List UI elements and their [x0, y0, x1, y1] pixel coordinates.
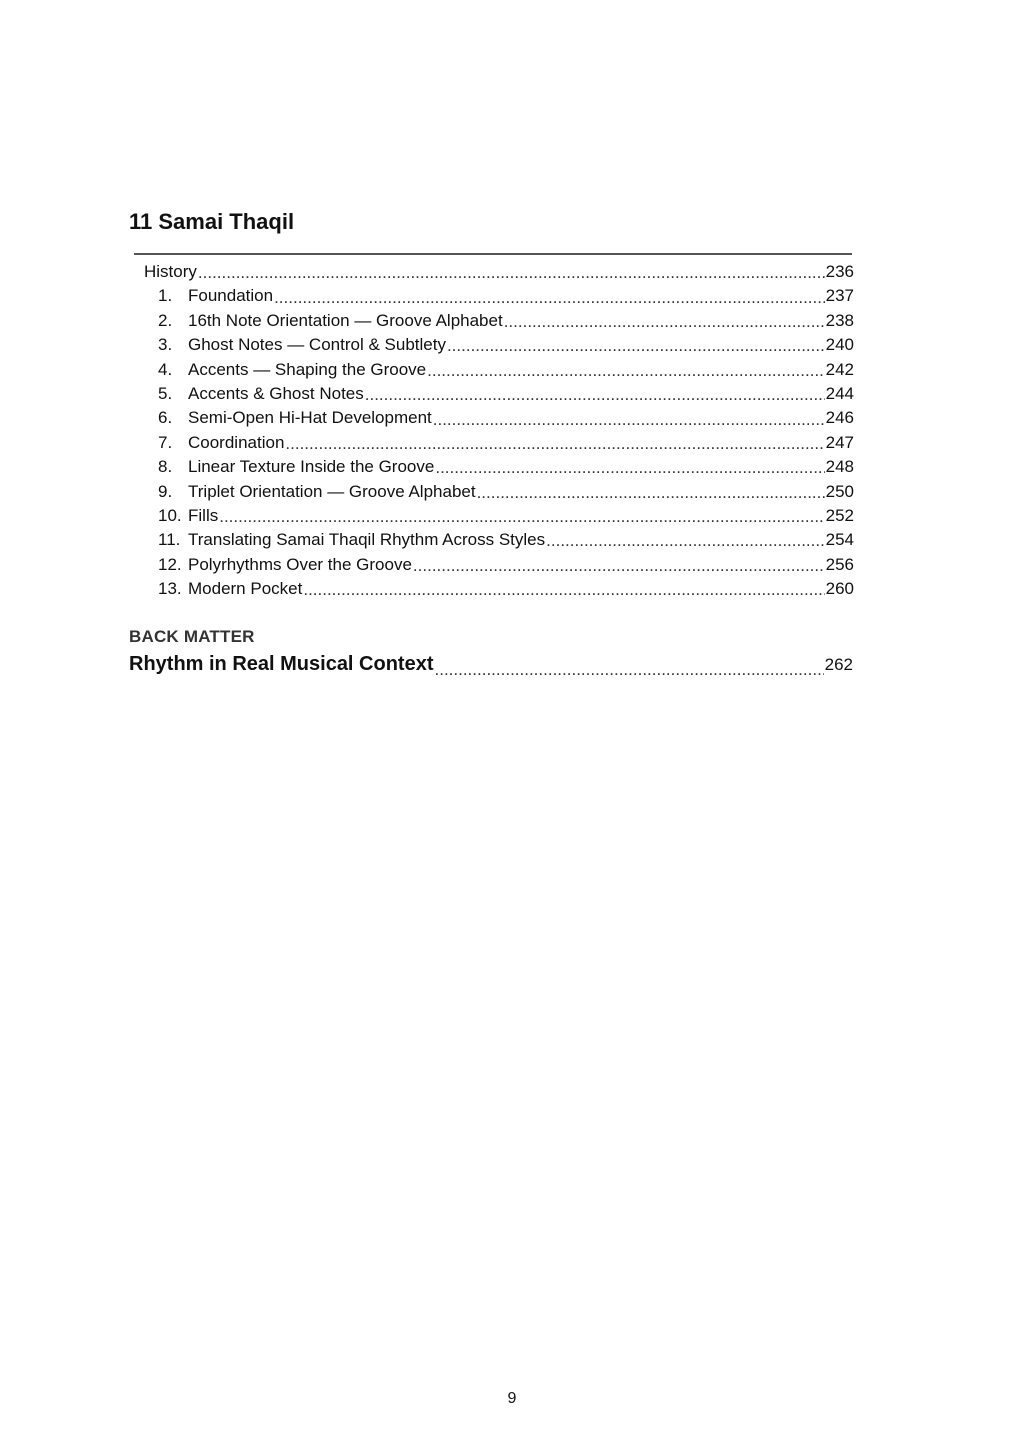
toc-entry-label: Accents & Ghost Notes: [188, 383, 364, 403]
toc-entry[interactable]: [158, 480, 854, 504]
toc-entry-label: History: [144, 262, 197, 281]
toc-entry[interactable]: [158, 553, 854, 577]
toc-entry-number: 7.: [158, 432, 173, 452]
toc-entry-page: 250: [825, 481, 854, 501]
chapter-divider: [134, 253, 852, 255]
toc-entry-page: 246: [825, 408, 854, 428]
toc-entry[interactable]: [158, 284, 854, 308]
toc-entry-page: 247: [825, 432, 854, 452]
toc-entry-number: 2.: [158, 310, 173, 330]
toc-entry-history[interactable]: [144, 260, 854, 284]
toc-entry-number: 8.: [158, 457, 173, 477]
toc-entry-label: Polyrhythms Over the Groove: [188, 554, 412, 574]
toc-entry[interactable]: [158, 333, 854, 357]
toc-entry-number: 6.: [158, 408, 173, 428]
dot-leader: [413, 558, 825, 572]
toc-entry-label: Ghost Notes — Control & Subtlety: [188, 335, 446, 355]
chapter-title: 11 Samai Thaqil: [129, 209, 295, 234]
back-matter-entry-page: 262: [824, 655, 853, 674]
toc-entry[interactable]: [158, 431, 854, 455]
toc-entry-label: 16th Note Orientation — Groove Alphabet: [188, 310, 503, 330]
dot-leader: [365, 387, 825, 401]
dot-leader: [477, 485, 825, 499]
table-of-contents: [0, 260, 1024, 601]
toc-entry-label: Modern Pocket: [188, 579, 303, 599]
toc-entry[interactable]: [158, 382, 854, 406]
toc-entry-page: 256: [825, 554, 854, 574]
toc-entry-number: 1.: [158, 286, 173, 306]
dot-leader: [274, 290, 825, 304]
toc-entry[interactable]: [158, 528, 854, 552]
toc-entry[interactable]: [158, 309, 854, 333]
toc-entry-label: Linear Texture Inside the Groove: [188, 457, 435, 477]
toc-entry[interactable]: [158, 406, 854, 430]
toc-entry-page: 260: [825, 579, 854, 599]
toc-entry-number: 3.: [158, 335, 173, 355]
dot-leader: [546, 533, 824, 547]
toc-entry-label: Triplet Orientation — Groove Alphabet: [188, 481, 476, 501]
toc-entry[interactable]: [158, 504, 854, 528]
toc-entry-page: 238: [825, 310, 854, 330]
dot-leader: [435, 662, 824, 676]
page-number: 9: [507, 1390, 517, 1407]
toc-entry-label: Translating Samai Thaqil Rhythm Across Styles: [188, 530, 546, 550]
dot-leader: [447, 338, 825, 352]
toc-entry[interactable]: [158, 577, 854, 601]
back-matter-heading: BACK MATTER: [129, 627, 255, 646]
toc-entry-page: 248: [825, 457, 854, 477]
toc-entry-page: 242: [825, 359, 854, 379]
toc-entry-label: Foundation: [188, 286, 274, 306]
toc-entry-number: 4.: [158, 359, 173, 379]
toc-entry-page: 237: [825, 286, 854, 306]
toc-entry-number: 13.: [158, 579, 182, 599]
dot-leader: [435, 460, 824, 474]
dot-leader: [198, 265, 825, 279]
toc-entry-label: Fills: [188, 505, 219, 525]
dot-leader: [427, 363, 824, 377]
toc-entry-label: Semi-Open Hi-Hat Development: [188, 408, 432, 428]
toc-entry[interactable]: [158, 358, 854, 382]
toc-entry-number: 12.: [158, 554, 182, 574]
toc-entry-page: 240: [825, 335, 854, 355]
dot-leader: [433, 412, 825, 426]
toc-entry-page: 244: [825, 383, 854, 403]
toc-entry-label: Coordination: [188, 432, 285, 452]
toc-entry[interactable]: [158, 455, 854, 479]
toc-entry-label: Accents — Shaping the Groove: [188, 359, 427, 379]
back-matter-entry-label: Rhythm in Real Musical Context: [129, 653, 434, 675]
dot-leader: [285, 436, 824, 450]
back-matter-entry[interactable]: [129, 650, 853, 678]
toc-entry-number: 10.: [158, 505, 182, 525]
toc-entry-page: 252: [825, 505, 854, 525]
dot-leader: [504, 314, 825, 328]
toc-entry-number: 5.: [158, 383, 173, 403]
toc-entry-number: 9.: [158, 481, 173, 501]
toc-entry-page: 254: [825, 530, 854, 550]
toc-entry-page: 236: [825, 262, 854, 281]
dot-leader: [219, 509, 824, 523]
dot-leader: [303, 582, 824, 596]
toc-entry-number: 11.: [158, 530, 181, 550]
